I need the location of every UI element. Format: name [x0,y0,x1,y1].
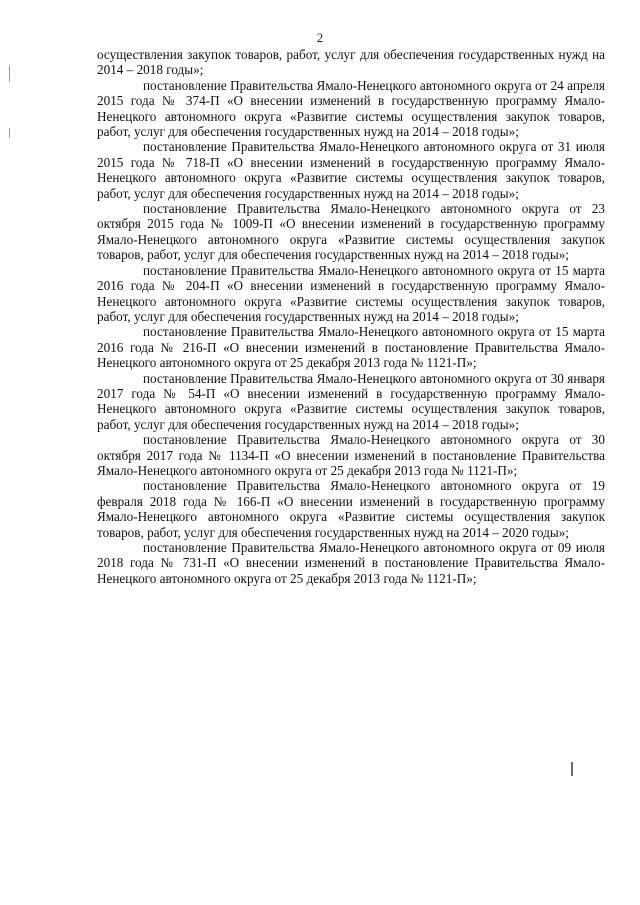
decree-paragraph: постановление Правительства Ямало-Ненецкого автономного округа от 15 марта 2016 года № 204-П «О внесении изменений в государственную программу Ямало-Ненецкого автономного округа «Развитие системы осуществления закупок товаров, работ, услуг для обеспечения государственных нужд на 2014 – 2018 годы»; [97,262,605,324]
margin-mark [571,762,573,776]
decree-paragraph: постановление Правительства Ямало-Ненецкого автономного округа от 09 июля 2018 года № 731-П «О внесении изменений в постановление Правительства Ямало-Ненецкого автономного округа от 25 декабря 2013 года № 1121-П»; [97,540,605,586]
decree-paragraph: постановление Правительства Ямало-Ненецкого автономного округа от 15 марта 2016 года № 216-П «О внесении изменений в постановление Правительства Ямало-Ненецкого автономного округа от 25 декабря 2013 года № 1121-П»; [97,324,605,371]
paragraph-continuation: осуществления закупок товаров, работ, услуг для обеспечения государственных нужд на 2014 – 2018 годы»; [97,47,605,78]
page-number: 2 [316,30,324,45]
decree-paragraph: постановление Правительства Ямало-Ненецкого автономного округа от 30 октября 2017 года № 1134-П «О внесении изменений в постановление Правительства Ямало-Ненецкого автономного округа от 25 декабря 2013 года № 1121-П»; [97,432,605,478]
margin-mark [9,66,10,82]
margin-mark [9,128,10,138]
decree-paragraph: постановление Правительства Ямало-Ненецкого автономного округа от 19 февраля 2018 года № 166-П «О внесении изменений в государственную программу Ямало-Ненецкого автономного округа «Развитие системы осуществления закупок товаров, работ, услуг для обеспечения государственных нужд на 2014 – 2020 годы»; [97,478,605,540]
decree-paragraph: постановление Правительства Ямало-Ненецкого автономного округа от 23 октября 2015 года № 1009-П «О внесении изменений в государственную программу Ямало-Ненецкого автономного округа «Развитие системы осуществления закупок товаров, работ, услуг для обеспечения государственных нужд на 2014 – 2018 годы»; [97,201,605,263]
decree-paragraph: постановление Правительства Ямало-Ненецкого автономного округа от 24 апреля 2015 года № 374-П «О внесении изменений в государственную программу Ямало-Ненецкого автономного округа «Развитие системы осуществления закупок товаров, работ, услуг для обеспечения государственных нужд на 2014 – 2018 годы»; [97,77,605,140]
document-body [97,47,605,586]
decree-paragraph: постановление Правительства Ямало-Ненецкого автономного округа от 30 января 2017 года № 54-П «О внесении изменений в государственную программу Ямало-Ненецкого автономного округа «Развитие системы осуществления закупок товаров, работ, услуг для обеспечения государственных нужд на 2014 – 2018 годы»; [97,370,605,432]
decree-paragraph: постановление Правительства Ямало-Ненецкого автономного округа от 31 июля 2015 года № 718-П «О внесении изменений в государственную программу Ямало-Ненецкого автономного округа «Развитие системы осуществления закупок товаров, работ, услуг для обеспечения государственных нужд на 2014 – 2018 годы»; [97,139,605,201]
